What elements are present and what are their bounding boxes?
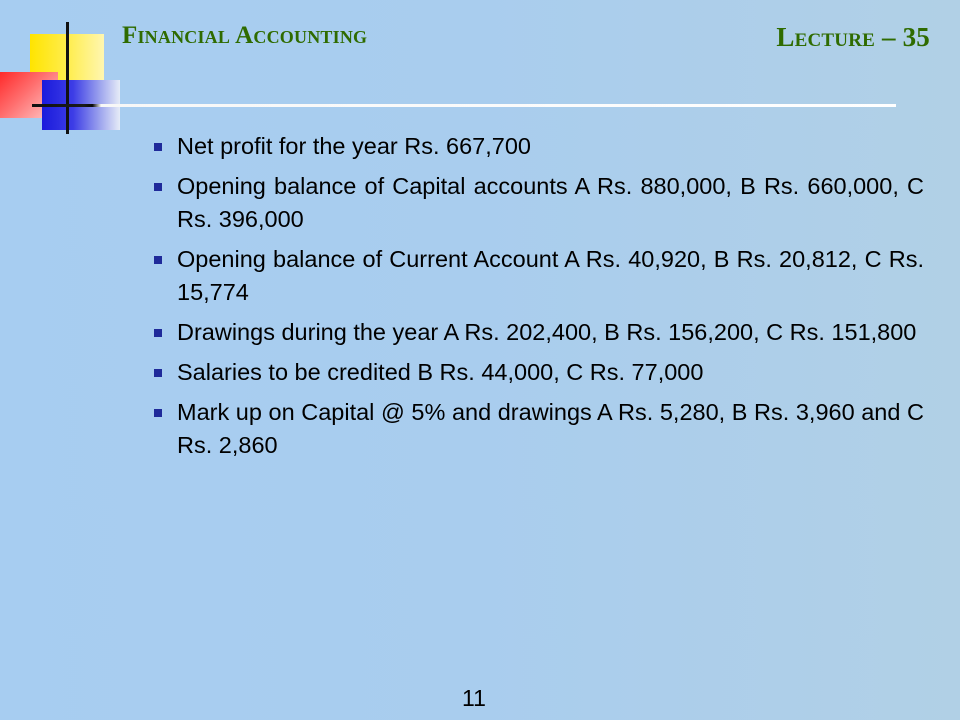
header-divider-line <box>32 104 896 107</box>
square-bullet-icon <box>154 409 162 417</box>
square-bullet-icon <box>154 183 162 191</box>
page-number: 11 <box>462 685 486 711</box>
square-bullet-icon <box>154 329 162 337</box>
bullet-list <box>154 130 924 469</box>
bullet-item <box>154 316 924 349</box>
lecture-title: Lecture – 35 <box>776 22 930 52</box>
bullet-text: Net profit for the year Rs. 667,700 <box>177 133 531 159</box>
bullet-item <box>154 243 924 309</box>
bullet-text: Opening balance of Current Account A Rs. 40,920, B Rs. 20,812, C Rs. 15,774 <box>177 246 924 305</box>
bullet-text: Drawings during the year A Rs. 202,400, B Rs. 156,200, C Rs. 151,800 <box>177 319 917 345</box>
bullet-item <box>154 396 924 462</box>
bullet-item <box>154 130 924 163</box>
bullet-item <box>154 356 924 389</box>
square-bullet-icon <box>154 369 162 377</box>
square-bullet-icon <box>154 143 162 151</box>
decorative-vertical-line <box>66 22 69 134</box>
bullet-item <box>154 170 924 236</box>
bullet-text: Salaries to be credited B Rs. 44,000, C Rs. 77,000 <box>177 359 704 385</box>
square-bullet-icon <box>154 256 162 264</box>
bullet-text: Mark up on Capital @ 5% and drawings A Rs. 5,280, B Rs. 3,960 and C Rs. 2,860 <box>177 399 924 458</box>
course-title: Financial Accounting <box>122 22 368 49</box>
bullet-text: Opening balance of Capital accounts A Rs. 880,000, B Rs. 660,000, C Rs. 396,000 <box>177 173 924 232</box>
